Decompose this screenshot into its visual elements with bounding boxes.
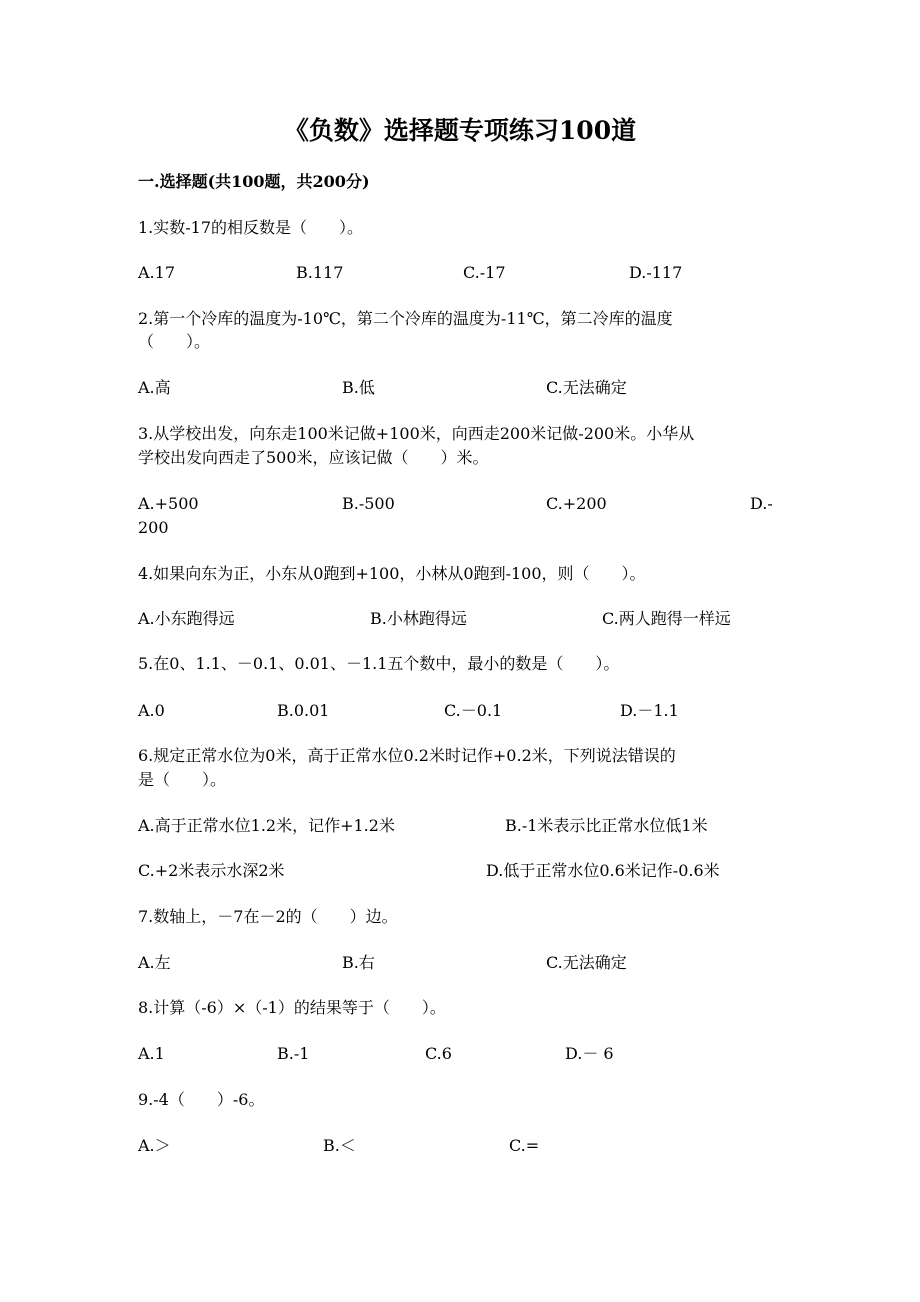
question-7-option-a: A.左 [138, 953, 171, 972]
question-3-option-d: D.- [750, 494, 773, 513]
question-2-option-c: C.无法确定 [546, 378, 627, 397]
question-1-option-c: C.-17 [463, 263, 506, 282]
question-2-option-b: B.低 [342, 378, 375, 397]
question-4-option-a: A.小东跑得远 [138, 609, 235, 628]
question-7-stem: 7.数轴上，－7在－2的（ ）边。 [138, 907, 398, 926]
question-9-option-c: C.= [509, 1136, 540, 1155]
question-6-stem: 6.规定正常水位为0米，高于正常水位0.2米时记作+0.2米，下列说法错误的 [138, 746, 676, 765]
question-3-option-c: C.+200 [546, 494, 607, 513]
question-3-option-d-wrap: 200 [138, 518, 169, 537]
question-1-option-b: B.117 [296, 263, 344, 282]
question-3-option-a: A.+500 [138, 494, 199, 513]
question-8-option-a: A.1 [138, 1044, 165, 1063]
section-heading: 一.选择题(共100题，共200分) [138, 172, 370, 191]
question-3-stem-line-2: 学校出发向西走了500米，应该记做（ ）米。 [138, 448, 489, 467]
question-5-stem: 5.在0、1.1、－0.1、0.01、－1.1五个数中，最小的数是（ ）。 [138, 654, 620, 673]
question-9-stem: 9.-4（ ）-6。 [138, 1090, 265, 1109]
question-6-stem-line-2: 是（ ）。 [138, 770, 227, 789]
question-1-option-d: D.-117 [629, 263, 683, 282]
question-5-option-c: C.－0.1 [444, 701, 503, 720]
question-4-option-c: C.两人跑得一样远 [602, 609, 731, 628]
question-2-option-a: A.高 [138, 378, 171, 397]
question-2-stem: 2.第一个冷库的温度为-10℃，第二个冷库的温度为-11℃，第二冷库的温度 [138, 309, 673, 328]
question-5-option-d: D.－1.1 [620, 701, 679, 720]
question-5-option-a: A.0 [138, 701, 165, 720]
question-3-option-b: B.-500 [342, 494, 395, 513]
question-4-option-b: B.小林跑得远 [370, 609, 467, 628]
question-5-option-b: B.0.01 [277, 701, 330, 720]
question-8-stem: 8.计算（-6）×（-1）的结果等于（ ）。 [138, 998, 446, 1017]
question-3-stem: 3.从学校出发，向东走100米记做+100米，向西走200米记做-200米。小华从 [138, 424, 695, 443]
question-1-stem: 1.实数-17的相反数是（ ）。 [138, 218, 364, 237]
document-title: 《负数》选择题专项练习100道 [283, 116, 637, 145]
question-7-option-b: B.右 [342, 953, 375, 972]
question-8-option-c: C.6 [425, 1044, 452, 1063]
question-7-option-c: C.无法确定 [546, 953, 627, 972]
question-6-option-b: B.-1米表示比正常水位低1米 [505, 816, 708, 835]
question-6-option-a: A.高于正常水位1.2米，记作+1.2米 [138, 816, 395, 835]
question-6-option-c: C.+2米表示水深2米 [138, 861, 285, 880]
question-9-option-a: A.＞ [138, 1136, 171, 1155]
question-2-stem-line-2: （ ）。 [138, 332, 211, 351]
question-1-option-a: A.17 [138, 263, 175, 282]
question-6-option-d: D.低于正常水位0.6米记作-0.6米 [486, 861, 720, 880]
question-4-stem: 4.如果向东为正，小东从0跑到+100，小林从0跑到-100，则（ ）。 [138, 564, 646, 583]
question-9-option-b: B.＜ [323, 1136, 356, 1155]
question-8-option-d: D.－ 6 [565, 1044, 614, 1063]
question-8-option-b: B.-1 [277, 1044, 310, 1063]
